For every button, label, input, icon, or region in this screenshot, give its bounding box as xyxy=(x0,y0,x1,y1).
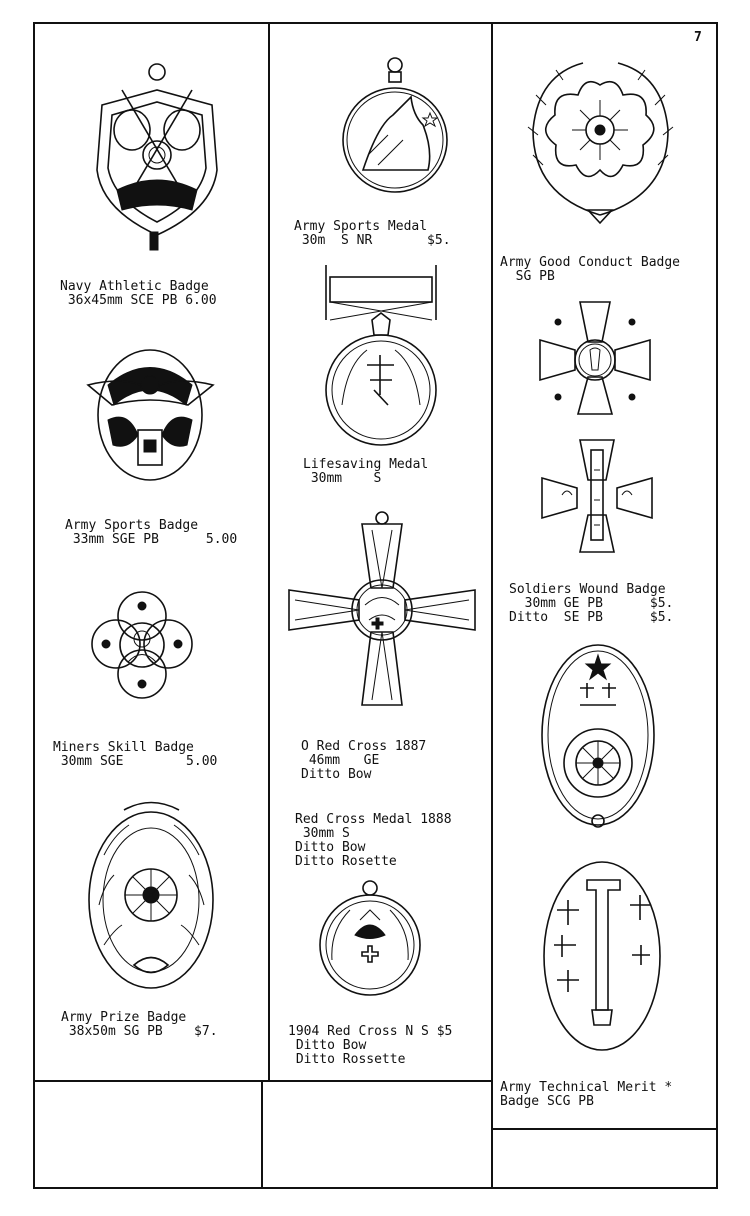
column-divider-2 xyxy=(491,22,493,1189)
item-detail: 33mm SGE PB 5.00 xyxy=(72,532,238,547)
item-name: Army Good Conduct Badge xyxy=(500,255,681,270)
item-detail: 30mm S xyxy=(310,471,382,486)
item-name: Red Cross Medal 1888 xyxy=(295,812,452,827)
army-sports-medal-illustration xyxy=(333,55,443,195)
caption-army-prize-badge xyxy=(61,1011,218,1039)
caption-miners-skill-badge xyxy=(53,741,217,769)
item-detail: 30m S NR $5. xyxy=(301,233,451,248)
caption-soldiers-wound-badge xyxy=(509,583,673,625)
column-divider-1-lower xyxy=(261,1080,263,1189)
item-name: 1904 Red Cross N S $5 xyxy=(288,1024,453,1039)
soldiers-wound-badge-front-illustration xyxy=(540,302,650,417)
caption-army-sports-medal xyxy=(294,220,451,248)
item-name: Soldiers Wound Badge xyxy=(509,582,666,597)
red-cross-1887-illustration xyxy=(287,510,477,710)
army-sports-badge-illustration xyxy=(88,345,218,485)
caption-army-good-conduct-badge xyxy=(500,256,680,284)
item-name: O Red Cross 1887 xyxy=(301,739,427,754)
row-divider-left xyxy=(33,1080,493,1082)
item-extra: Ditto SE PB $5. xyxy=(509,610,674,625)
caption-red-cross-1904 xyxy=(288,1025,452,1067)
item-extra: Ditto Rossette xyxy=(295,1052,406,1067)
soldiers-wound-badge-reverse-illustration xyxy=(542,440,652,555)
caption-navy-athletic-badge xyxy=(60,280,217,308)
caption-army-technical-merit-badge xyxy=(500,1081,672,1109)
item-name: Navy Athletic Badge xyxy=(60,279,209,294)
item-detail: 46mm GE xyxy=(308,753,380,768)
lifesaving-medal-illustration xyxy=(322,265,442,450)
item-detail: SG PB xyxy=(515,269,555,284)
caption-red-cross-medal-1888 xyxy=(295,813,452,869)
item-name: Army Sports Medal xyxy=(294,219,428,234)
item-detail: 36x45mm SCE PB 6.00 xyxy=(67,293,217,308)
item-detail: 38x50m SG PB $7. xyxy=(68,1024,218,1039)
item-extra2: Ditto Rosette xyxy=(295,854,397,869)
row-divider-right xyxy=(491,1128,718,1130)
item-detail: 30mm S xyxy=(302,826,350,841)
item-extra: Ditto Bow xyxy=(295,840,366,855)
item-name: Lifesaving Medal xyxy=(303,457,429,472)
army-technical-merit-badge-reverse-illustration xyxy=(542,860,662,1060)
item-detail: 30mm GE PB $5. xyxy=(524,596,674,611)
item-detail: Badge SCG PB xyxy=(500,1094,594,1109)
item-name: Miners Skill Badge xyxy=(53,740,194,755)
miners-skill-badge-illustration xyxy=(92,592,192,702)
item-name: Army Technical Merit * xyxy=(500,1080,673,1095)
army-prize-badge-illustration xyxy=(84,795,219,995)
army-good-conduct-badge-illustration xyxy=(528,55,673,225)
item-detail: Ditto Bow xyxy=(295,1038,367,1053)
red-cross-1904-illustration xyxy=(320,880,420,1000)
item-name: Army Sports Badge xyxy=(65,518,199,533)
item-extra: Ditto Bow xyxy=(301,767,372,782)
column-divider-1 xyxy=(268,22,270,1082)
item-name: Army Prize Badge xyxy=(61,1010,187,1025)
navy-athletic-badge-illustration xyxy=(92,60,222,260)
page-number: 7 xyxy=(694,30,702,45)
army-technical-merit-badge-front-illustration xyxy=(538,643,658,838)
caption-red-cross-1887 xyxy=(301,740,426,782)
item-detail: 30mm SGE 5.00 xyxy=(60,754,218,769)
caption-lifesaving-medal xyxy=(303,458,428,486)
caption-army-sports-badge xyxy=(65,519,237,547)
